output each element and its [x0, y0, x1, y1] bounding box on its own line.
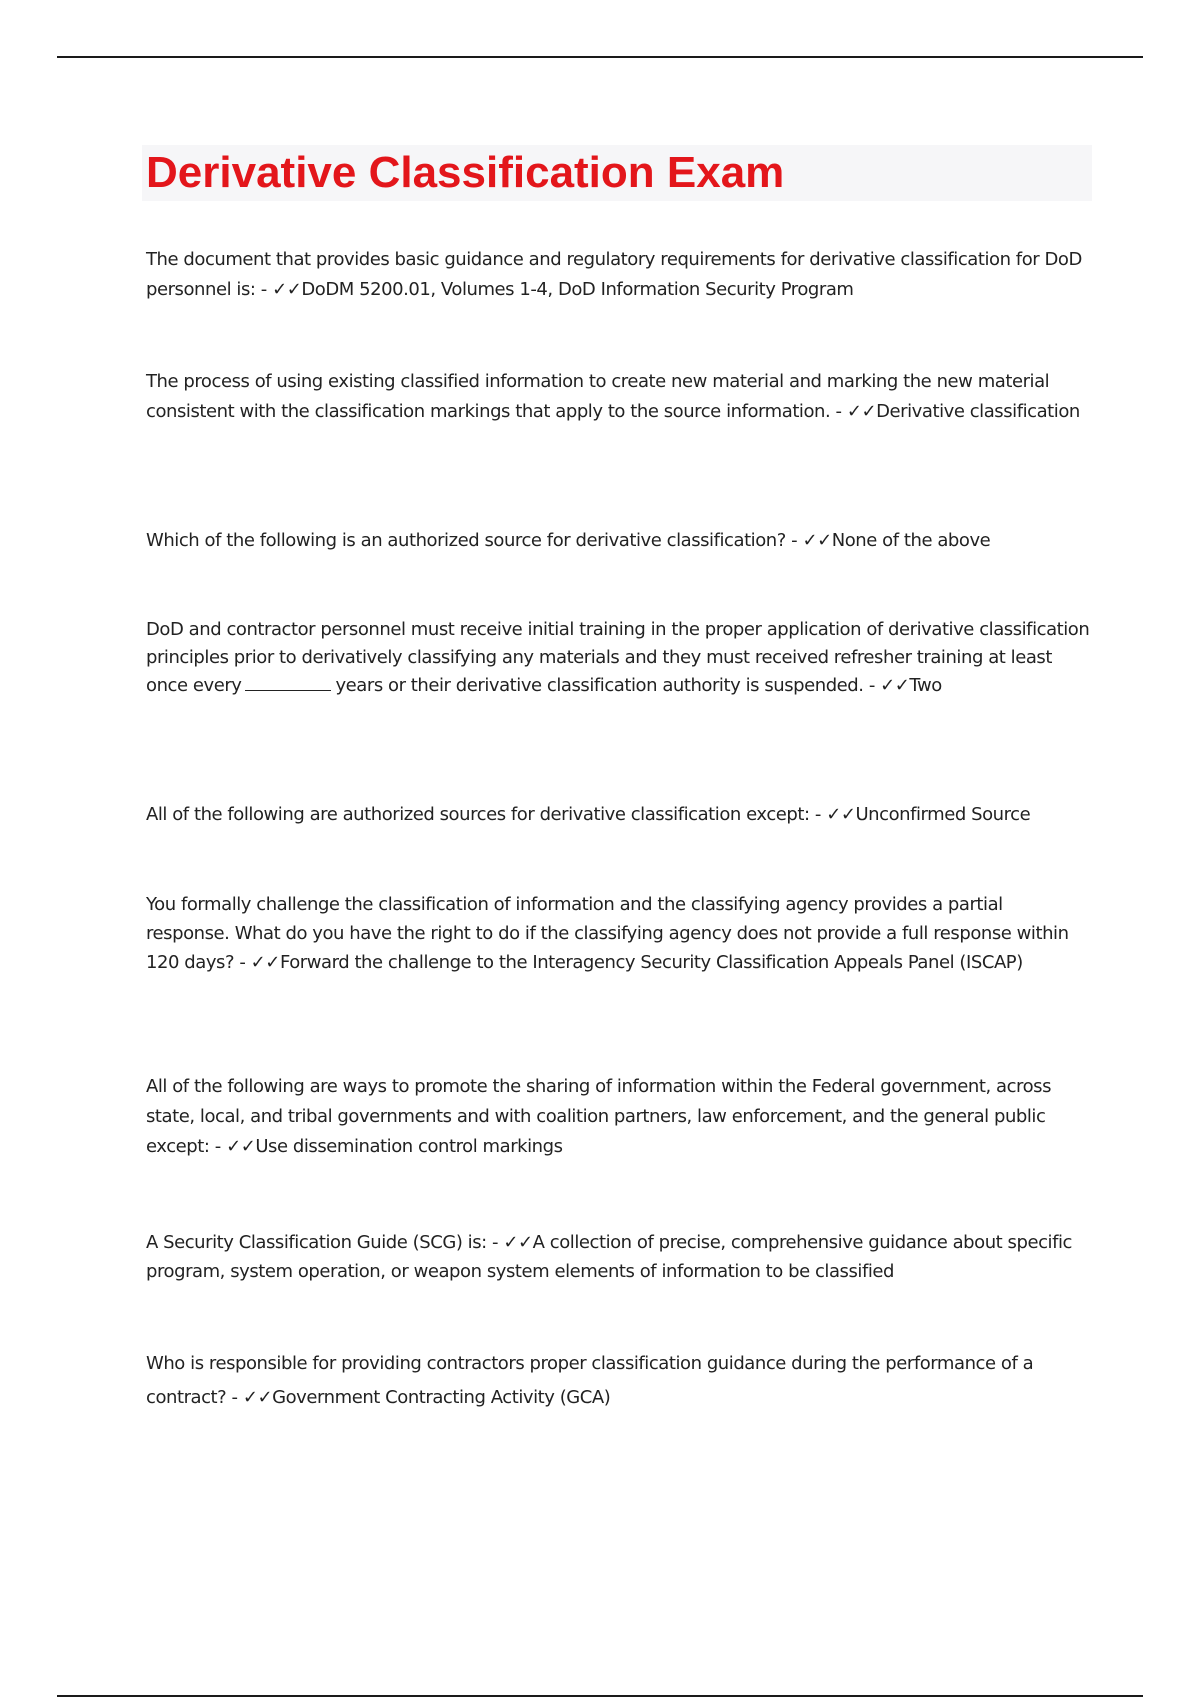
- separator: -: [255, 279, 273, 300]
- answer-text: DoDM 5200.01, Volumes 1-4, DoD Information Security Program: [301, 279, 854, 300]
- separator: -: [809, 804, 827, 825]
- qa-item-9: [146, 1347, 1091, 1415]
- separator: -: [234, 952, 251, 973]
- separator: -: [226, 1387, 243, 1408]
- question-text: You formally challenge the classification of information and the classifying agency provides a partial response. What do you have the right to do if the classifying agency does not provide a full response within 120 days?: [146, 894, 1069, 973]
- bottom-rule: [57, 1695, 1143, 1697]
- question-text: Who is responsible for providing contractors proper classification guidance during the performance of a contract?: [146, 1353, 1034, 1408]
- separator: -: [830, 401, 847, 422]
- answer-text: Two: [909, 675, 942, 696]
- question-text-continued: years or their derivative classification authority is suspended.: [335, 675, 864, 696]
- answer-text: Derivative classification: [876, 401, 1080, 422]
- double-check-icon: ✓✓: [503, 1232, 533, 1253]
- question-text: All of the following are ways to promote the sharing of information within the Federal government, across state, local, and tribal governments and with coalition partners, law enforcement, and the general public except:: [146, 1076, 1052, 1157]
- double-check-icon: ✓✓: [880, 675, 910, 696]
- answer-text: Unconfirmed Source: [855, 804, 1031, 825]
- separator: -: [785, 530, 803, 551]
- answer-text: Government Contracting Activity (GCA): [272, 1387, 611, 1408]
- question-text: All of the following are authorized sources for derivative classification except:: [146, 804, 810, 825]
- fill-in-blank: [245, 672, 331, 691]
- separator: -: [486, 1232, 504, 1253]
- double-check-icon: ✓✓: [826, 804, 856, 825]
- answer-text: A collection of precise, comprehensive guidance about specific program, system operation, or weapon system elements of information to be classified: [146, 1232, 1072, 1282]
- qa-item-1: [146, 245, 1091, 305]
- question-text: A Security Classification Guide (SCG) is:: [146, 1232, 487, 1253]
- qa-item-8: [146, 1228, 1091, 1286]
- separator: -: [209, 1136, 227, 1157]
- double-check-icon: ✓✓: [802, 530, 832, 551]
- answer-text: Use dissemination control markings: [255, 1136, 563, 1157]
- answer-text: None of the above: [831, 530, 991, 551]
- qa-item-4: [146, 616, 1091, 700]
- question-text: Which of the following is an authorized source for derivative classification?: [146, 530, 786, 551]
- qa-item-2: [146, 367, 1091, 427]
- qa-item-7: [146, 1072, 1091, 1162]
- top-rule: [57, 56, 1143, 58]
- qa-item-5: [146, 800, 1091, 830]
- answer-text: Forward the challenge to the Interagency Security Classification Appeals Panel (ISCAP): [279, 952, 1023, 973]
- document-title: Derivative Classification Exam: [146, 148, 785, 197]
- qa-item-6: [146, 890, 1091, 977]
- question-text: The process of using existing classified information to create new material and marking the new material consistent with the classification markings that apply to the source information.: [146, 371, 1050, 422]
- qa-item-3: [146, 526, 1091, 556]
- double-check-icon: ✓✓: [846, 401, 877, 422]
- question-text: DoD and contractor personnel must receive initial training in the proper application of derivative classification principles prior to derivatively classifying any materials and they must received refresher training at least once every: [146, 619, 1090, 696]
- double-check-icon: ✓✓: [272, 279, 302, 300]
- question-text: The document that provides basic guidance and regulatory requirements for derivative classification for DoD personnel is:: [146, 249, 1082, 300]
- separator: -: [863, 675, 881, 696]
- double-check-icon: ✓✓: [250, 952, 280, 973]
- double-check-icon: ✓✓: [242, 1387, 273, 1408]
- double-check-icon: ✓✓: [226, 1136, 256, 1157]
